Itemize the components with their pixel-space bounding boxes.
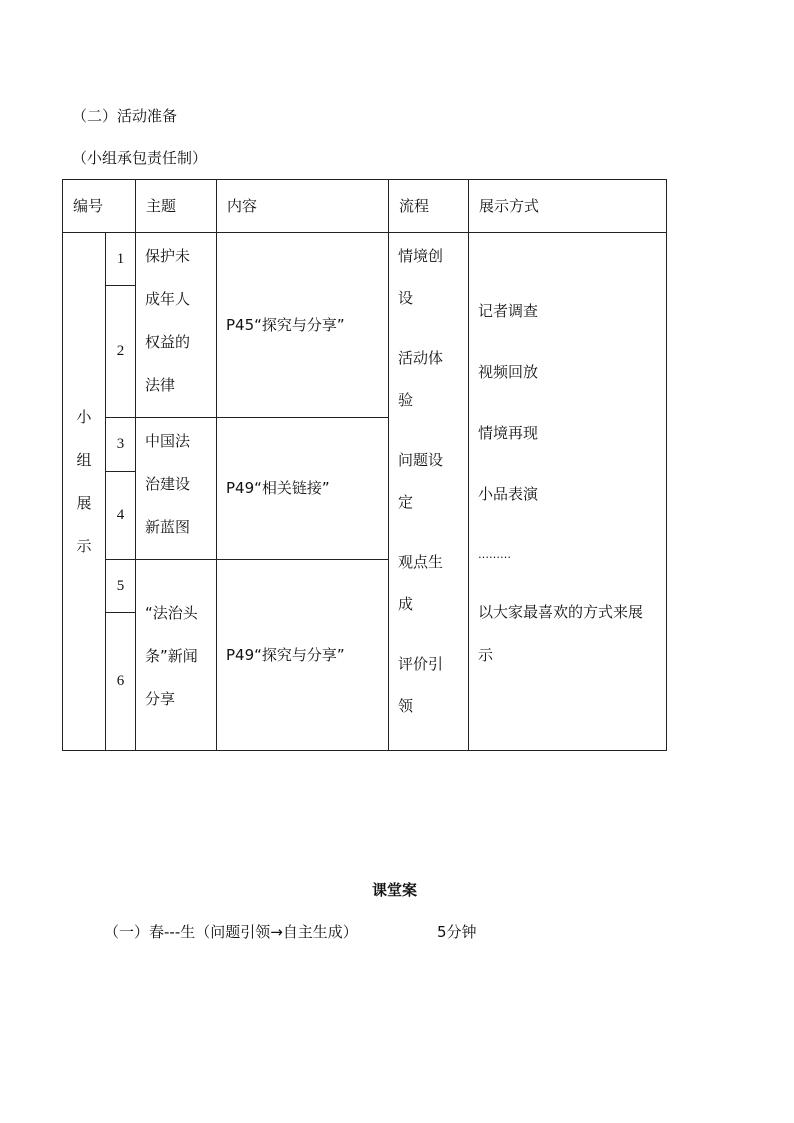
row-number: 6: [106, 613, 136, 751]
class-plan-duration: 5分钟: [437, 923, 477, 941]
topic-cell: 保护未 成年人 权益的 法律: [136, 233, 217, 418]
header-display: 展示方式: [469, 180, 667, 233]
header-topic: 主题: [136, 180, 217, 233]
header-flow: 流程: [389, 180, 469, 233]
row-number: 5: [106, 560, 136, 613]
activity-table: [62, 179, 667, 751]
flow-cell: 情境创 设 活动体 验 问题设 定 观点生 成 评价引 领: [389, 233, 469, 751]
topic-cell: “法治头 条”新闻 分享: [136, 560, 217, 751]
table-header-row: [63, 180, 667, 233]
display-cell: 记者调查 视频回放 情境再现 小品表演 ……… 以大家最喜欢的方式来展 示: [469, 233, 667, 751]
table-row: [63, 233, 667, 286]
group-label: 小 组 展 示: [63, 233, 106, 751]
header-content: 内容: [217, 180, 389, 233]
section-heading: （二）活动准备: [72, 107, 178, 125]
row-number: 3: [106, 418, 136, 472]
content-cell: P49“探究与分享”: [217, 560, 389, 751]
class-plan-title: 课堂案: [372, 881, 418, 899]
class-plan-item: （一）春---生（问题引领→自主生成）: [104, 923, 358, 941]
content-cell: P49“相关链接”: [217, 418, 389, 560]
content-cell: P45“探究与分享”: [217, 233, 389, 418]
section-subheading: （小组承包责任制）: [72, 149, 208, 167]
topic-cell: 中国法 治建设 新蓝图: [136, 418, 217, 560]
header-number: 编号: [63, 180, 136, 233]
row-number: 2: [106, 286, 136, 418]
row-number: 4: [106, 471, 136, 560]
row-number: 1: [106, 233, 136, 286]
